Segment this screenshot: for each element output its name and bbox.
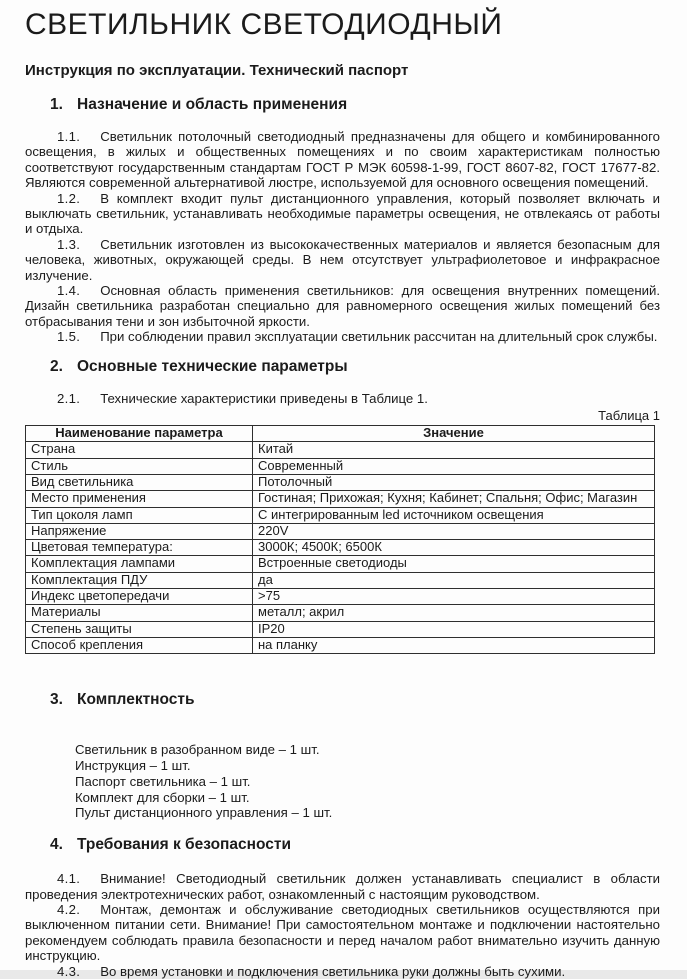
paragraph-text: В комплект входит пульт дистанционного управления, который позволяет включать и выключать светильник, устанавливать необходимые параметры освещения, не отвлекаясь от работы и отдыха. <box>25 190 660 237</box>
param-cell: Стиль <box>26 458 253 474</box>
column-header-parameter: Наименование параметра <box>26 426 253 442</box>
value-cell: Гостиная; Прихожая; Кухня; Кабинет; Спальня; Офис; Магазин <box>253 491 655 507</box>
paragraph-4-3 <box>25 964 660 979</box>
paragraph-1-5 <box>25 329 660 344</box>
section-3-number: 3. <box>50 691 63 709</box>
paragraph-number: 4.2. <box>57 902 81 918</box>
table-row <box>26 442 655 458</box>
table-row <box>26 507 655 523</box>
paragraph-text: Основная область применения светильников: для освещения внутренних помещений. Дизайн светильника разработан специально для равномерного освещения жилых помещений без отбрасывания тени и зон избыточной яркости. <box>25 283 660 329</box>
value-cell: >75 <box>253 589 655 605</box>
table-row <box>26 556 655 572</box>
section-4-number: 4. <box>50 836 63 854</box>
value-cell: на планку <box>253 637 655 653</box>
table-row <box>26 637 655 653</box>
value-cell: да <box>253 572 655 588</box>
section-1-heading <box>50 96 660 114</box>
paragraph-1-1 <box>25 129 660 191</box>
list-item: Комплект для сборки – 1 шт. <box>75 789 250 805</box>
list-item: Инструкция – 1 шт. <box>75 758 191 774</box>
section-technical-parameters <box>25 358 660 655</box>
table-row <box>26 572 655 588</box>
value-cell: IP20 <box>253 621 655 637</box>
value-cell: 3000К; 4500К; 6500К <box>253 540 655 556</box>
paragraph-1-2 <box>25 191 660 237</box>
list-item: Пульт дистанционного управления – 1 шт. <box>75 805 333 821</box>
paragraph-4-1 <box>25 871 660 902</box>
table-row <box>26 491 655 507</box>
section-4-heading <box>50 836 660 854</box>
paragraph-1-4 <box>25 283 660 329</box>
section-package-contents <box>25 691 660 821</box>
param-cell: Напряжение <box>26 523 253 539</box>
table-row <box>26 589 655 605</box>
value-cell: металл; акрил <box>253 605 655 621</box>
paragraph-2-1 <box>25 391 660 406</box>
value-cell: Современный <box>253 458 655 474</box>
paragraph-1-3 <box>25 237 660 283</box>
value-cell: 220V <box>253 523 655 539</box>
table-row <box>26 621 655 637</box>
document-subtitle: Инструкция по эксплуатации. Технический паспорт <box>25 62 409 79</box>
table-row <box>26 458 655 474</box>
section-safety-requirements <box>25 836 660 979</box>
paragraph-number: 4.3. <box>57 963 81 979</box>
param-cell: Место применения <box>26 491 253 507</box>
paragraph-text: Внимание! Светодиодный светильник должен устанавливать специалист в области проведения электротехнических работ, ознакомленный с настоящим руководством. <box>25 871 660 902</box>
paragraph-number: 1.3. <box>57 236 81 252</box>
param-cell: Тип цоколя ламп <box>26 507 253 523</box>
list-item: Паспорт светильника – 1 шт. <box>75 773 251 789</box>
list-item: Светильник в разобранном виде – 1 шт. <box>75 742 320 758</box>
table-row <box>26 605 655 621</box>
paragraph-number: 2.1. <box>57 390 81 406</box>
section-2-number: 2. <box>50 357 63 375</box>
section-2-heading <box>50 358 660 376</box>
package-contents-list <box>75 742 660 821</box>
value-cell: Потолочный <box>253 474 655 490</box>
param-cell: Страна <box>26 442 253 458</box>
paragraph-text: При соблюдении правил эксплуатации светильник рассчитан на длительный срок службы. <box>100 329 658 345</box>
paragraph-number: 1.1. <box>57 129 81 144</box>
parameters-table <box>25 425 655 654</box>
param-cell: Комплектация лампами <box>26 556 253 572</box>
paragraph-text: Светильник потолочный светодиодный предназначены для общего и комбинированного освещения, в жилых и общественных помещениях и по своим характеристикам полностью соответствуют государственным стандартам ГОСТ Р МЭК 60598-1-99, ГОСТ 8607-82, ГОСТ 17677-82. Являются современной альтернативой люстре, используемой для основного освещения помещений. <box>25 129 660 191</box>
table-row <box>26 523 655 539</box>
param-cell: Цветовая температура: <box>26 540 253 556</box>
paragraph-number: 4.1. <box>57 871 81 887</box>
param-cell: Вид светильника <box>26 474 253 490</box>
paragraph-number: 1.4. <box>57 283 81 299</box>
paragraph-number: 1.2. <box>57 190 81 206</box>
column-header-value: Значение <box>253 426 655 442</box>
table-header-row <box>26 426 655 442</box>
section-3-title: Комплектность <box>77 691 195 709</box>
paragraph-text: Технические характеристики приведены в Таблице 1. <box>100 390 428 406</box>
paragraph-number: 1.5. <box>57 329 81 345</box>
section-1-title: Назначение и область применения <box>77 96 348 113</box>
paragraph-text: Во время установки и подключения светильника руки должны быть сухими. <box>100 963 566 979</box>
section-3-heading <box>50 691 660 709</box>
section-2-title: Основные технические параметры <box>77 357 348 375</box>
table-row <box>26 540 655 556</box>
section-1-number: 1. <box>50 96 63 113</box>
param-cell: Степень защиты <box>26 621 253 637</box>
param-cell: Индекс цветопередачи <box>26 589 253 605</box>
value-cell: Встроенные светодиоды <box>253 556 655 572</box>
value-cell: С интегрированным led источником освещения <box>253 507 655 523</box>
paragraph-text: Монтаж, демонтаж и обслуживание светодиодных светильников осуществляются при выключенном питании сети. Внимание! При самостоятельном монтаже и подключении настоятельно рекомендуем соблюдать правила безопасности и перед началом работ внимательно изучить данную инструкцию. <box>25 902 660 964</box>
table-caption: Таблица 1 <box>598 408 660 424</box>
section-4-title: Требования к безопасности <box>77 836 292 854</box>
section-purpose <box>25 96 660 345</box>
param-cell: Способ крепления <box>26 637 253 653</box>
table-row <box>26 474 655 490</box>
param-cell: Материалы <box>26 605 253 621</box>
value-cell: Китай <box>253 442 655 458</box>
paragraph-text: Светильник изготовлен из высококачественных материалов и является безопасным для человека, животных, окружающей среды. В нем отсутствует ультрафиолетовое и инфракрасное излучение. <box>25 236 660 283</box>
param-cell: Комплектация ПДУ <box>26 572 253 588</box>
document-title: СВЕТИЛЬНИК СВЕТОДИОДНЫЙ <box>25 8 503 41</box>
paragraph-4-2 <box>25 902 660 964</box>
